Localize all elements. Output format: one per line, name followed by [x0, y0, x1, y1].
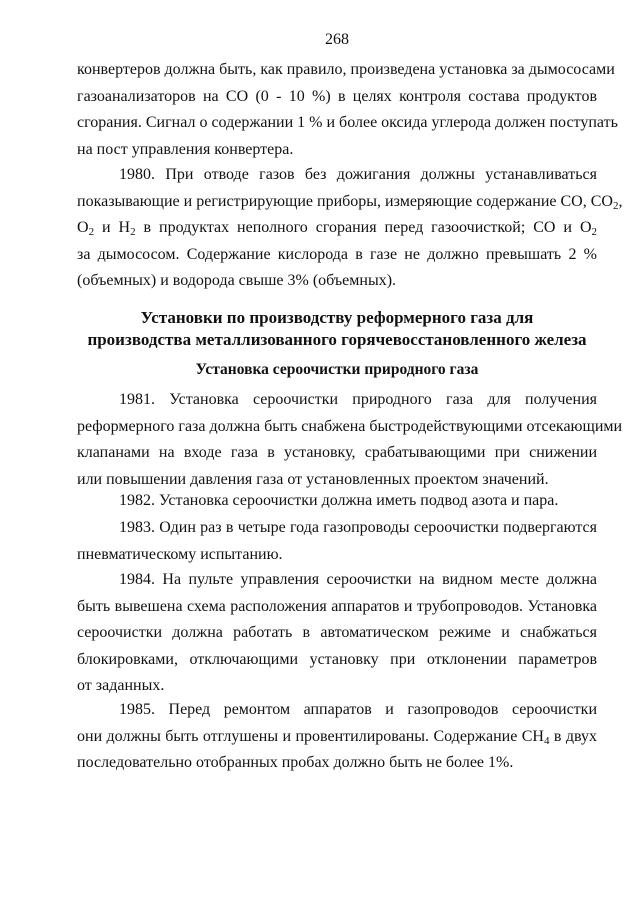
text-line: пневматическому испытанию.: [77, 545, 283, 563]
paragraph-1984: [77, 567, 597, 700]
text-line: 1981. Установка сероочистки природного газа для получения: [119, 391, 597, 408]
text-line: быть вывешена схема расположения аппаратов и трубопроводов. Установка: [77, 597, 597, 615]
text-line: 1980. При отводе газов без дожигания должны устанавливаться: [119, 166, 597, 183]
text-line: последовательно отобранных пробах должно быть не более 1%.: [77, 754, 514, 771]
text-line: конвертеров должна быть, как правило, произведена установка за дымососами: [77, 61, 615, 78]
text-line: $О_2$ и $Н_2$ в продуктах неполного сгорания перед газоочисткой; СО и $О_2$: [77, 219, 597, 238]
text-line: сгорания. Сигнал о содержании 1 % и более оксида углерода должен поступать: [77, 114, 618, 131]
text-line: блокировками, отключающими установку при отклонении параметров: [77, 650, 597, 668]
text-line: 1983. Один раз в четыре года газопроводы сероочистки подвергаются: [119, 519, 597, 536]
paragraph-1985: [77, 697, 597, 777]
paragraph-1981: [77, 387, 623, 493]
paragraph-1982: [77, 488, 597, 515]
text-line: от заданных.: [77, 677, 165, 694]
subsection-heading: Установка сероочистки природного газа: [195, 361, 479, 378]
text-line: на пост управления конвертера.: [77, 140, 294, 158]
text-line: (объемных) и водорода свыше 3% (объемных).: [77, 272, 397, 289]
section-heading: Установки по производству реформерного газа для производства металлизованного горячевосстановленного железа: [87, 308, 587, 349]
text-line: или повышении давления газа от установленных проектом значений.: [77, 470, 549, 488]
text-line: показывающие и регистрирующие приборы, измеряющие содержание СО, $СО_2$,: [77, 192, 623, 212]
text-line: 1985. Перед ремонтом аппаратов и газопроводов сероочистки: [119, 701, 597, 718]
text-line: сероочистки должна работать в автоматическом режиме и снабжаться: [77, 624, 597, 641]
text-line: газоанализаторов на СО (0 - 10 %) в целях контроля состава продуктов: [77, 87, 597, 105]
text-line: реформерного газа должна быть снабжена быстродействующими отсекающими: [77, 417, 623, 435]
text-line: клапанами на входе газа в установку, срабатывающими при снижении: [77, 444, 597, 461]
paragraph-1983: [77, 515, 597, 568]
paragraph-1980: [77, 162, 623, 295]
text-line: 1984. На пульте управления сероочистки на видном месте должна: [119, 571, 597, 588]
text-line: они должны быть отглушены и провентилированы. Содержание $СН_4$ в двух: [77, 727, 597, 747]
text-line: 1982. Установка сероочистки должна иметь подвод азота и пара.: [119, 492, 559, 509]
text-line: за дымососом. Содержание кислорода в газе не должно превышать 2 %: [77, 245, 597, 263]
page-number: 268: [325, 31, 349, 48]
paragraph-continuation: [77, 57, 618, 163]
